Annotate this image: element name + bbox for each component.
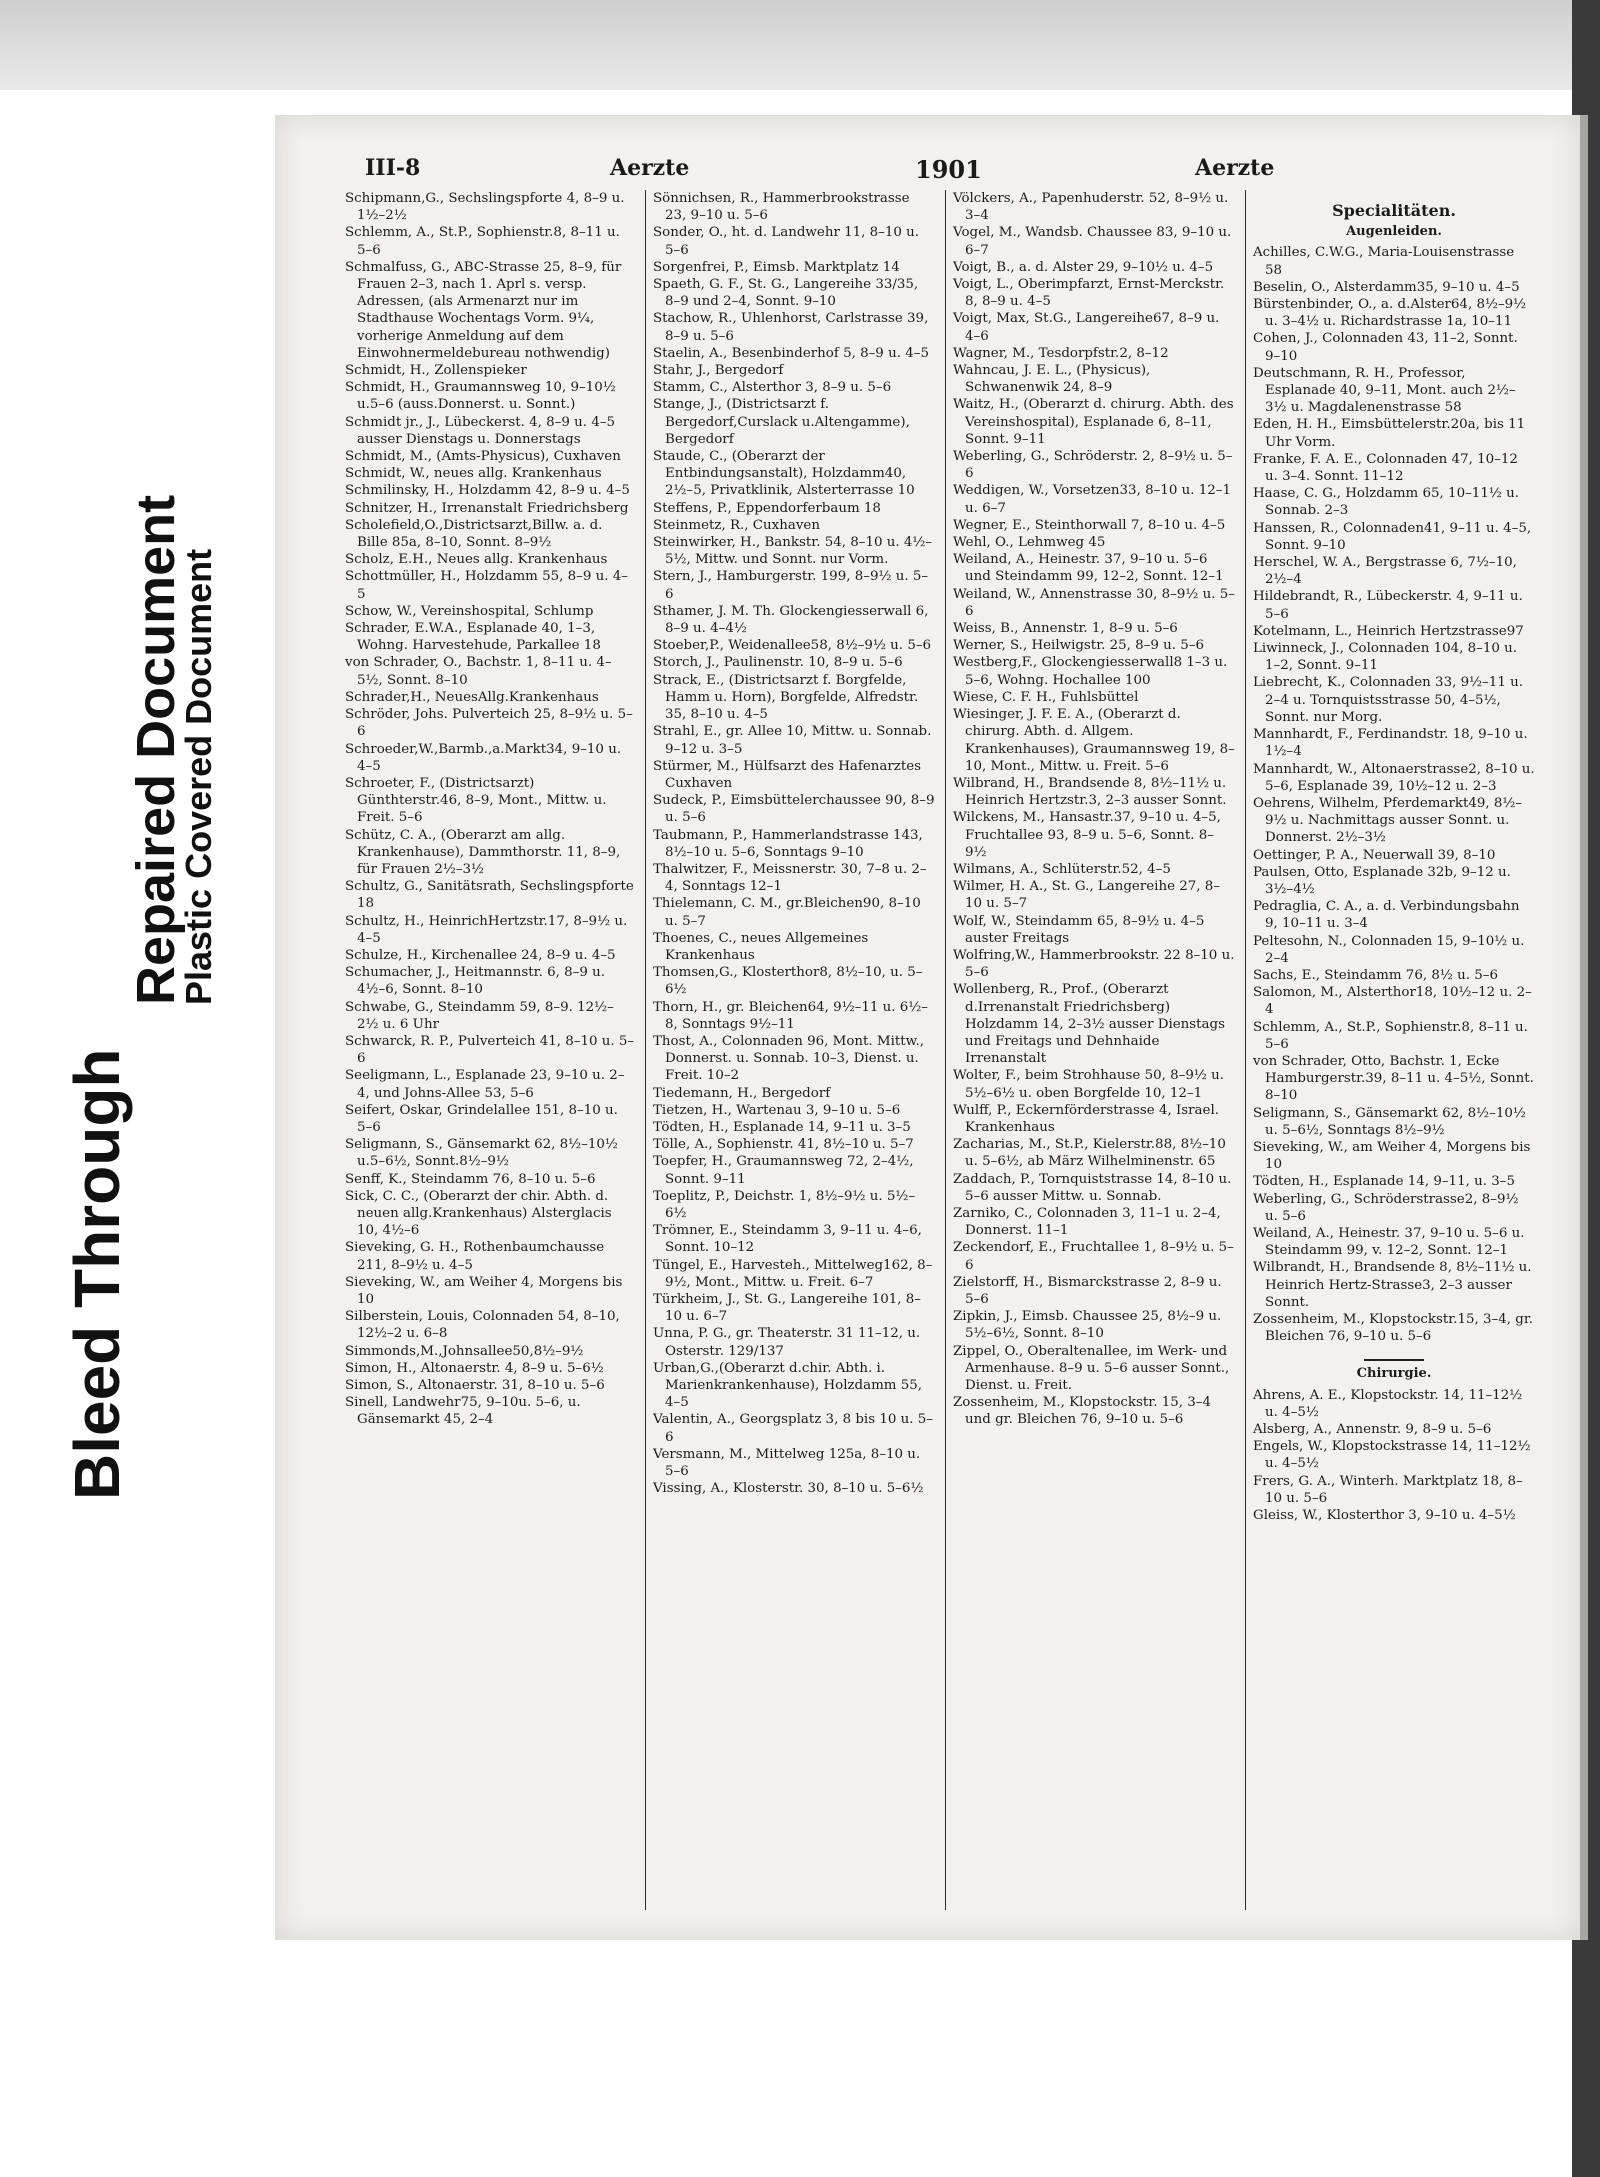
directory-entry: von Schrader, Otto, Bachstr. 1, Ecke Hamburgerstr.39, 8–11 u. 4–5½, Sonnt. 8–10 [1253, 1053, 1534, 1104]
column-4 [1245, 190, 1535, 1910]
directory-entry: Sönnichsen, R., Hammerbrookstrasse 23, 9–10 u. 5–6 [653, 191, 910, 224]
subsection-chirurgie: Chirurgie. [1356, 1366, 1432, 1382]
directory-entry: Zarniko, C., Colonnaden 3, 11–1 u. 2–4, Donnerst. 11–1 [953, 1205, 1221, 1239]
directory-entry: Strahl, E., gr. Allee 10, Mittw. u. Sonnab. 9–12 u. 3–5 [653, 724, 932, 757]
directory-entry: Simmonds,M.,Johnsallee50,8½–9½ [345, 1343, 584, 1359]
directory-entry: Schmidt, H., Graumannsweg 10, 9–10½ u.5–6 (auss.Donnerst. u. Sonnt.) [345, 380, 616, 413]
directory-entry: Pedraglia, C. A., a. d. Verbindungsbahn 9, 10–11 u. 3–4 [1253, 899, 1520, 932]
directory-entry: Simon, S., Altonaerstr. 31, 8–10 u. 5–6 [345, 1378, 605, 1394]
directory-entry: Sorgenfrei, P., Eimsb. Marktplatz 14 [653, 259, 900, 275]
directory-entry: Zossenheim, M., Klopstockstr.15, 3–4, gr. Bleichen 76, 9–10 u. 5–6 [1253, 1312, 1534, 1345]
directory-entry: Wulff, P., Eckernförderstrasse 4, Israel. Krankenhaus [953, 1102, 1219, 1135]
directory-entry: Simon, H., Altonaerstr. 4, 8–9 u. 5–6½ [345, 1360, 604, 1376]
section-title-specialitaeten: Specialitäten. [1332, 201, 1456, 220]
directory-entry: Liwinneck, J., Colonnaden 104, 8–10 u. 1–2, Sonnt. 9–11 [1253, 641, 1518, 674]
directory-entry: Tüngel, E., Harvesteh., Mittelweg162, 8–9½, Mont., Mittw. u. Freit. 6–7 [653, 1257, 933, 1290]
directory-entry: Hildebrandt, R., Lübeckerstr. 4, 9–11 u. 5–6 [1253, 589, 1523, 622]
label-repaired-document: Repaired Document [126, 494, 186, 1005]
directory-entry: Mannhardt, W., Altonaerstrasse2, 8–10 u. 5–6, Esplanade 39, 10½–12 u. 2–3 [1253, 761, 1535, 794]
column-3 [945, 190, 1235, 1910]
directory-entry: Thalwitzer, F., Meissnerstr. 30, 7–8 u. 2–4, Sonntags 12–1 [653, 861, 927, 895]
directory-entry: Schnitzer, H., Irrenanstalt Friedrichsberg [345, 500, 629, 516]
document-page [275, 115, 1580, 1940]
directory-entry: Schmidt, M., (Amts-Physicus), Cuxhaven [345, 449, 621, 465]
directory-entry: Tiedemann, H., Bergedorf [653, 1085, 831, 1101]
directory-entry: Seligmann, S., Gänsemarkt 62, 8½–10½ u.5–6½, Sonnt.8½–9½ [345, 1137, 618, 1170]
page-year: 1901 [915, 155, 982, 184]
directory-entry: Stern, J., Hamburgerstr. 199, 8–9½ u. 5–6 [653, 569, 929, 602]
directory-entry: Hanssen, R., Colonnaden41, 9–11 u. 4–5, Sonnt. 9–10 [1253, 520, 1532, 553]
running-head-right: Aerzte [1195, 155, 1275, 181]
directory-entry: Unna, P. G., gr. Theaterstr. 31 11–12, u. Osterstr. 129/137 [653, 1326, 921, 1359]
directory-entry: Schipmann,G., Sechslingspforte 4, 8–9 u. 1½–2½ [345, 191, 625, 224]
directory-entry: Thost, A., Colonnaden 96, Mont. Mittw., Donnerst. u. Sonnab. 10–3, Dienst. u. Freit. 10–2 [653, 1033, 925, 1084]
directory-entry: Tödten, H., Esplanade 14, 9–11 u. 3–5 [653, 1119, 911, 1135]
directory-entry: Zaddach, P., Tornquiststrasse 14, 8–10 u. 5–6 ausser Mittw. u. Sonnab. [953, 1171, 1232, 1204]
label-plastic-covered: Plastic Covered Document [178, 548, 219, 1005]
directory-entry: Tietzen, H., Wartenau 3, 9–10 u. 5–6 [653, 1102, 901, 1118]
directory-entry: Wehl, O., Lehmweg 45 [953, 535, 1106, 551]
directory-entry: Vogel, M., Wandsb. Chaussee 83, 9–10 u. 6–7 [953, 225, 1232, 258]
directory-columns [345, 190, 1555, 1910]
directory-entry: von Schrader, O., Bachstr. 1, 8–11 u. 4–5½, Sonnt. 8–10 [345, 655, 612, 688]
label-bleed-through: Bleed Through [61, 1048, 133, 1500]
directory-entry: Ahrens, A. E., Klopstockstr. 14, 11–12½ u. 4–5½ [1253, 1387, 1523, 1420]
directory-entry: Bürstenbinder, O., a. d.Alster64, 8½–9½ u. 3–4½ u. Richardstrasse 1a, 10–11 [1253, 297, 1527, 330]
directory-entry: Voigt, Max, St.G., Langereihe67, 8–9 u. 4–6 [953, 311, 1220, 344]
directory-entry: Kotelmann, L., Heinrich Hertzstrasse97 [1253, 623, 1524, 639]
directory-entry: Strack, E., (Districtsarzt f. Borgfelde, Hamm u. Horn), Borgfelde, Alfredstr. 35, 8–10 u. 4–5 [653, 672, 919, 723]
directory-entry: Franke, F. A. E., Colonnaden 47, 10–12 u. 3–4. Sonnt. 11–12 [1253, 451, 1518, 485]
directory-entry: Mannhardt, F., Ferdinandstr. 18, 9–10 u. 1½–4 [1253, 727, 1528, 760]
directory-entry: Scholefield,O.,Districtsarzt,Billw. a. d. Bille 85a, 8–10, Sonnt. 8–9½ [345, 517, 603, 551]
directory-entry: Toeplitz, P., Deichstr. 1, 8½–9½ u. 5½–6½ [653, 1188, 916, 1221]
directory-entry: Schow, W., Vereinshospital, Schlump [345, 603, 594, 619]
directory-entry: Schroeter, F., (Districtsarzt) Günthterstr.46, 8–9, Mont., Mittw. u. Freit. 5–6 [345, 775, 607, 826]
directory-entry: Wahncau, J. E. L., (Physicus), Schwanenwik 24, 8–9 [953, 363, 1151, 396]
directory-entry: Wiesinger, J. F. E. A., (Oberarzt d. chirurg. Abth. d. Allgem. Krankenhauses), Graumannsweg 19, 8–10, Mont., Mittw. u. Freit. 5–6 [953, 707, 1235, 774]
directory-entry: Haase, C. G., Holzdamm 65, 10–11½ u. Sonnab. 2–3 [1253, 486, 1519, 519]
directory-entry: Schrader,H., NeuesAllg.Krankenhaus [345, 689, 599, 705]
directory-entry: Schultz, G., Sanitätsrath, Sechslingspforte 18 [345, 879, 634, 912]
augenleiden-list [1253, 244, 1535, 1345]
directory-entry: Weddigen, W., Vorsetzen33, 8–10 u. 12–1 u. 6–7 [953, 483, 1231, 516]
directory-entry: Oettinger, P. A., Neuerwall 39, 8–10 [1253, 847, 1496, 863]
directory-entry: Silberstein, Louis, Colonnaden 54, 8–10, 12½–2 u. 6–8 [345, 1309, 620, 1342]
directory-entry: Taubmann, P., Hammerlandstrasse 143, 8½–10 u. 5–6, Sonntags 9–10 [653, 827, 923, 860]
directory-entry: Steffens, P., Eppendorferbaum 18 [653, 500, 881, 516]
directory-entry: Sieveking, W., am Weiher 4, Morgens bis 10 [345, 1274, 623, 1307]
column-2 [645, 190, 935, 1910]
directory-entry: Westberg,F., Glockengiesserwall8 1–3 u. 5–6, Wohng. Hochallee 100 [953, 655, 1228, 688]
directory-entry: Sieveking, G. H., Rothenbaumchausse 211, 8–9½ u. 4–5 [345, 1240, 605, 1273]
directory-entry: Voigt, L., Oberimpfarzt, Ernst-Merckstr. 8, 8–9 u. 4–5 [953, 277, 1225, 310]
directory-entry: Zeckendorf, E., Fruchtallee 1, 8–9½ u. 5–6 [953, 1240, 1234, 1273]
section-divider [1364, 1359, 1424, 1361]
directory-entry: Steinwirker, H., Bankstr. 54, 8–10 u. 4½–5½, Mittw. und Sonnt. nur Vorm. [653, 535, 933, 568]
directory-entry: Achilles, C.W.G., Maria-Louisenstrasse 58 [1253, 245, 1515, 278]
directory-entry: Zipkin, J., Eimsb. Chaussee 25, 8½–9 u. 5½–6½, Sonnt. 8–10 [953, 1309, 1222, 1342]
directory-entry: Thielemann, C. M., gr.Bleichen90, 8–10 u. 5–7 [653, 896, 921, 929]
directory-entry: Sthamer, J. M. Th. Glockengiesserwall 6, 8–9 u. 4–4½ [653, 603, 929, 637]
directory-entry: Thoenes, C., neues Allgemeines Krankenhaus [653, 930, 869, 963]
directory-entry: Stürmer, M., Hülfsarzt des Hafenarztes Cuxhaven [653, 758, 922, 791]
directory-entry: Urban,G.,(Oberarzt d.chir. Abth. i. Marienkrankenhause), Holzdamm 55, 4–5 [653, 1360, 923, 1411]
directory-entry: Schottmüller, H., Holzdamm 55, 8–9 u. 4–5 [345, 569, 629, 602]
directory-entry: Schütz, C. A., (Oberarzt am allg. Krankenhause), Dammthorstr. 11, 8–9, für Frauen 2½–3½ [345, 827, 621, 877]
directory-entry: Schulze, H., Kirchenallee 24, 8–9 u. 4–5 [345, 947, 616, 963]
directory-entry: Sudeck, P., Eimsbüttelerchaussee 90, 8–9 u. 5–6 [653, 793, 935, 826]
directory-entry: Sachs, E., Steindamm 76, 8½ u. 5–6 [1253, 967, 1498, 983]
directory-entry: Schrader, E.W.A., Esplanade 40, 1–3, Wohng. Harvestehude, Parkallee 18 [345, 621, 601, 654]
directory-entry: Beselin, O., Alsterdamm35, 9–10 u. 4–5 [1253, 279, 1520, 295]
directory-entry: Wilbrandt, H., Brandsende 8, 8½–11½ u. Heinrich Hertz-Strasse3, 2–3 ausser Sonnt. [1253, 1260, 1532, 1310]
directory-entry: Stahr, J., Bergedorf [653, 363, 784, 379]
directory-entry: Tödten, H., Esplanade 14, 9–11, u. 3–5 [1253, 1174, 1515, 1190]
directory-entry: Steinmetz, R., Cuxhaven [653, 517, 820, 533]
directory-entry: Herschel, W. A., Bergstrasse 6, 7½–10, 2½–4 [1253, 555, 1517, 588]
directory-entry: Türkheim, J., St. G., Langereihe 101, 8–10 u. 6–7 [653, 1292, 921, 1325]
directory-entry: Eden, H. H., Eimsbüttelerstr.20a, bis 11 Uhr Vorm. [1253, 417, 1526, 450]
directory-entry: Schwabe, G., Steindamm 59, 8–9. 12½–2½ u. 6 Uhr [345, 999, 614, 1032]
directory-entry: Schmalfuss, G., ABC-Strasse 25, 8–9, für Frauen 2–3, nach 1. Aprl s. versp. Adressen, (als Armenarzt nur im Stadthause Wochentags Vorm. 9¼, vorherige Anmeldung auf dem Einwohnermeldebureau nothwendig) [345, 259, 622, 361]
directory-entry: Vissing, A., Klosterstr. 30, 8–10 u. 5–6½ [653, 1481, 924, 1497]
directory-entry: Zielstorff, H., Bismarckstrasse 2, 8–9 u. 5–6 [953, 1274, 1222, 1307]
directory-entry: Schlemm, A., St.P., Sophienstr.8, 8–11 u. 5–6 [345, 225, 620, 258]
directory-entry: Salomon, M., Alsterthor18, 10½–12 u. 2–4 [1253, 985, 1532, 1018]
directory-entry: Frers, G. A., Winterh. Marktplatz 18, 8–10 u. 5–6 [1253, 1473, 1523, 1506]
subsection-augenleiden: Augenleiden. [1346, 224, 1442, 240]
directory-entry: Wilbrand, H., Brandsende 8, 8½–11½ u. Heinrich Hertzstr.3, 2–3 ausser Sonnt. [953, 775, 1227, 809]
directory-entry: Versmann, M., Mittelweg 125a, 8–10 u. 5–6 [653, 1446, 921, 1480]
directory-entry: Weberling, G., Schröderstrasse2, 8–9½ u. 5–6 [1253, 1191, 1519, 1224]
chirurgie-list [1253, 1387, 1535, 1525]
directory-entry: Schmidt, H., Zollenspieker [345, 363, 527, 379]
directory-entry: Thorn, H., gr. Bleichen64, 9½–11 u. 6½–8, Sonntags 9½–11 [653, 999, 928, 1032]
directory-entry: Schmidt jr., J., Lübeckerst. 4, 8–9 u. 4–5 ausser Dienstags u. Donnerstags [345, 414, 616, 447]
directory-entry: Toepfer, H., Graumannsweg 72, 2–4½, Sonnt. 9–11 [653, 1154, 914, 1187]
directory-entry: Wolf, W., Steindamm 65, 8–9½ u. 4–5 auster Freitags [953, 913, 1205, 946]
directory-entry: Wolfring,W., Hammerbrookstr. 22 8–10 u. 5–6 [953, 947, 1235, 981]
directory-entry: Paulsen, Otto, Esplanade 32b, 9–12 u. 3½–4½ [1253, 864, 1511, 897]
directory-entry: Zossenheim, M., Klopstockstr. 15, 3–4 und gr. Bleichen 76, 9–10 u. 5–6 [953, 1395, 1212, 1428]
directory-entry: Stachow, R., Uhlenhorst, Carlstrasse 39, 8–9 u. 5–6 [653, 311, 929, 344]
directory-entry: Trömner, E., Steindamm 3, 9–11 u. 4–6, Sonnt. 10–12 [653, 1223, 922, 1256]
directory-entry: Schroeder,W.,Barmb.,a.Markt34, 9–10 u. 4–5 [345, 741, 622, 774]
directory-entry: Wollenberg, R., Prof., (Oberarzt d.Irrenanstalt Friedrichsberg) Holzdamm 14, 2–3½ ausser Dienstags und Freitags und Dehnhaide Irrenanstalt [953, 982, 1225, 1067]
running-head-left: Aerzte [610, 155, 690, 181]
directory-entry: Schmilinsky, H., Holzdamm 42, 8–9 u. 4–5 [345, 483, 630, 499]
page-edge [1580, 115, 1588, 1940]
directory-entry: Liebrecht, K., Colonnaden 33, 9½–11 u. 2–4 u. Tornquistsstrasse 50, 4–5½, Sonnt. nur Morg. [1253, 675, 1523, 725]
directory-entry: Sick, C. C., (Oberarzt der chir. Abth. d. neuen allg.Krankenhaus) Alsterglacis 10, 4½–6 [345, 1188, 612, 1239]
directory-entry: Schröder, Johs. Pulverteich 25, 8–9½ u. 5–6 [345, 707, 633, 740]
scanner-top-edge [0, 0, 1600, 90]
directory-entry: Engels, W., Klopstockstrasse 14, 11–12½ u. 4–5½ [1253, 1439, 1531, 1472]
directory-entry: Thomsen,G., Klosterthor8, 8½–10, u. 5–6½ [653, 965, 923, 998]
directory-entry: Wagner, M., Tesdorpfstr.2, 8–12 [953, 345, 1169, 361]
directory-entry: Sonder, O., ht. d. Landwehr 11, 8–10 u. 5–6 [653, 225, 920, 258]
directory-entry: Peltesohn, N., Colonnaden 15, 9–10½ u. 2–4 [1253, 933, 1525, 966]
directory-entry: Stamm, C., Alsterthor 3, 8–9 u. 5–6 [653, 380, 892, 396]
directory-entry: Stange, J., (Districtsarzt f. Bergedorf,Curslack u.Altengamme), Bergedorf [653, 397, 910, 447]
directory-entry: Tölle, A., Sophienstr. 41, 8½–10 u. 5–7 [653, 1137, 914, 1153]
directory-entry: Senff, K., Steindamm 76, 8–10 u. 5–6 [345, 1171, 596, 1187]
directory-entry: Weiland, A., Heinestr. 37, 9–10 u. 5–6 und Steindamm 99, 12–2, Sonnt. 12–1 [953, 552, 1224, 585]
directory-entry: Stoeber,P., Weidenallee58, 8½–9½ u. 5–6 [653, 638, 932, 654]
directory-entry: Wilmans, A., Schlüterstr.52, 4–5 [953, 861, 1171, 877]
directory-entry: Weiland, A., Heinestr. 37, 9–10 u. 5–6 u. Steindamm 99, v. 12–2, Sonnt. 12–1 [1253, 1225, 1525, 1259]
directory-entry: Schwarck, R. P., Pulverteich 41, 8–10 u. 5–6 [345, 1033, 635, 1067]
directory-entry: Schultz, H., HeinrichHertzstr.17, 8–9½ u. 4–5 [345, 913, 628, 946]
directory-entry: Valentin, A., Georgsplatz 3, 8 bis 10 u. 5–6 [653, 1412, 933, 1445]
directory-entry: Weiland, W., Annenstrasse 30, 8–9½ u. 5–6 [953, 586, 1235, 619]
directory-entry: Staude, C., (Oberarzt der Entbindungsanstalt), Holzdamm40, 2½–5, Privatklinik, Alsterterrasse 10 [653, 449, 915, 499]
directory-entry: Deutschmann, R. H., Professor, Esplanade 40, 9–11, Mont. auch 2½–3½ u. Magdalenenstrasse 58 [1253, 365, 1516, 416]
page-number: III-8 [365, 155, 421, 181]
directory-entry: Wiese, C. F. H., Fuhlsbüttel [953, 689, 1139, 705]
directory-entry: Voigt, B., a. d. Alster 29, 9–10½ u. 4–5 [953, 259, 1214, 275]
directory-entry: Weiss, B., Annenstr. 1, 8–9 u. 5–6 [953, 621, 1178, 637]
directory-entry: Oehrens, Wilhelm, Pferdemarkt49, 8½–9½ u. Nachmittags ausser Sonnt. u. Donnerst. 2½–3½ [1253, 795, 1523, 846]
directory-entry: Spaeth, G. F., St. G., Langereihe 33/35, 8–9 und 2–4, Sonnt. 9–10 [653, 277, 919, 310]
directory-entry: Gleiss, W., Klosterthor 3, 9–10 u. 4–5½ [1253, 1508, 1516, 1524]
directory-entry: Scholz, E.H., Neues allg. Krankenhaus [345, 552, 608, 568]
directory-entry: Zacharias, M., St.P., Kielerstr.88, 8½–10 u. 5–6½, ab März Wilhelminenstr. 65 [953, 1137, 1226, 1170]
directory-entry: Seifert, Oskar, Grindelallee 151, 8–10 u. 5–6 [345, 1102, 618, 1135]
directory-entry: Völckers, A., Papenhuderstr. 52, 8–9½ u. 3–4 [953, 191, 1229, 224]
column-1 [345, 190, 635, 1910]
directory-entry: Werner, S., Heilwigstr. 25, 8–9 u. 5–6 [953, 638, 1205, 654]
directory-entry: Schumacher, J., Heitmannstr. 6, 8–9 u. 4½–6, Sonnt. 8–10 [345, 965, 605, 998]
directory-entry: Storch, J., Paulinenstr. 10, 8–9 u. 5–6 [653, 655, 903, 671]
directory-entry: Zippel, O., Oberaltenallee, im Werk- und Armenhause. 8–9 u. 5–6 ausser Sonnt., Dienst. u. Freit. [953, 1343, 1230, 1394]
directory-entry: Alsberg, A., Annenstr. 9, 8–9 u. 5–6 [1253, 1422, 1492, 1438]
directory-entry: Sinell, Landwehr75, 9–10u. 5–6, u. Gänsemarkt 45, 2–4 [345, 1395, 581, 1428]
directory-entry: Wilckens, M., Hansastr.37, 9–10 u. 4–5, Fruchtallee 93, 8–9 u. 5–6, Sonnt. 8–9½ [953, 810, 1221, 860]
directory-entry: Schmidt, W., neues allg. Krankenhaus [345, 466, 602, 482]
directory-entry: Wegner, E., Steinthorwall 7, 8–10 u. 4–5 [953, 517, 1226, 533]
directory-entry: Seeligmann, L., Esplanade 23, 9–10 u. 2–4, und Johns-Allee 53, 5–6 [345, 1068, 625, 1101]
directory-entry: Waitz, H., (Oberarzt d. chirurg. Abth. des Vereinshospital), Esplanade 6, 8–11, Sonnt. 9–11 [953, 397, 1234, 447]
directory-entry: Schlemm, A., St.P., Sophienstr.8, 8–11 u. 5–6 [1253, 1019, 1528, 1052]
directory-entry: Staelin, A., Besenbinderhof 5, 8–9 u. 4–5 [653, 345, 929, 361]
directory-entry: Weberling, G., Schröderstr. 2, 8–9½ u. 5–6 [953, 449, 1233, 482]
directory-entry: Sieveking, W., am Weiher 4, Morgens bis 10 [1253, 1139, 1531, 1173]
directory-entry: Cohen, J., Colonnaden 43, 11–2, Sonnt. 9–10 [1253, 331, 1518, 364]
directory-entry: Wilmer, H. A., St. G., Langereihe 27, 8–10 u. 5–7 [953, 879, 1221, 912]
directory-entry: Wolter, F., beim Strohhause 50, 8–9½ u. 5½–6½ u. oben Borgfelde 10, 12–1 [953, 1068, 1224, 1101]
directory-entry: Seligmann, S., Gänsemarkt 62, 8½–10½ u. 5–6½, Sonntags 8½–9½ [1253, 1105, 1526, 1138]
